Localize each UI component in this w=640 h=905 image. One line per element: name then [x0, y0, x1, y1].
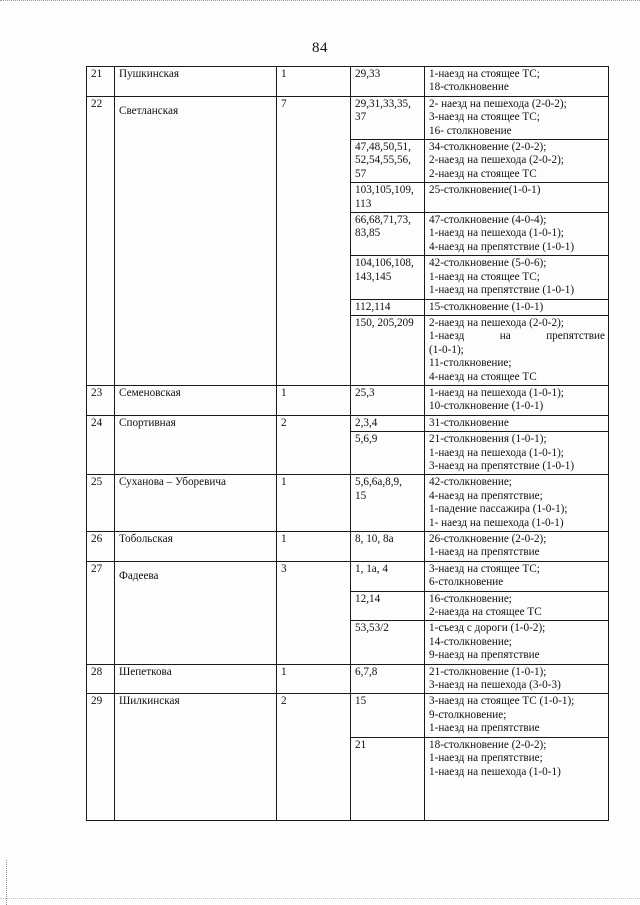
house-numbers-line: 25,3 — [355, 386, 375, 399]
house-numbers-line: 12,14 — [355, 592, 381, 605]
house-numbers-cell — [351, 299, 425, 315]
accident-count-cell — [277, 67, 351, 97]
accident-event-line: 26-столкновение (2-0-2); — [429, 533, 547, 545]
accident-event-line: 9-столкновение; — [429, 708, 507, 721]
accident-event-line — [429, 792, 605, 805]
house-numbers-line: 143,145 — [355, 270, 392, 283]
house-numbers-line: 15 — [355, 695, 367, 708]
street-name: Спортивная — [119, 416, 176, 429]
street-name-cell — [115, 532, 277, 562]
accident-event-line: (1-0-1); — [429, 343, 464, 356]
accident-event-line: 1-падение пассажира (1-0-1); — [429, 503, 568, 516]
accident-event-line: 34-столкновение (2-0-2); — [429, 141, 547, 154]
accident-events-cell — [425, 67, 609, 97]
table-row — [87, 664, 609, 694]
accident-event-line: 3-наезд на препятствие (1-0-1) — [429, 459, 575, 472]
accident-event-line: 21-столкновения (1-0-1); — [429, 433, 547, 446]
accident-events-cell — [425, 183, 609, 213]
row-number-cell — [87, 561, 115, 664]
house-numbers-line: 1, 1а, 4 — [355, 562, 388, 575]
accident-event-line: 4-наезд на стоящее ТС — [429, 370, 537, 383]
house-numbers-cell — [351, 385, 425, 415]
accident-count-cell — [277, 664, 351, 694]
table-row — [87, 415, 609, 431]
accident-event-line: 10-столкновение (1-0-1) — [429, 400, 544, 413]
accident-table — [86, 66, 609, 821]
page-number: 84 — [312, 40, 328, 56]
row-number: 27 — [91, 562, 103, 575]
house-numbers-cell — [351, 67, 425, 97]
accident-event-line: 15-столкновение (1-0-1) — [429, 300, 544, 313]
street-name: Шилкинская — [119, 695, 180, 708]
scan-edge-bottom — [0, 898, 640, 899]
row-number: 28 — [91, 665, 103, 678]
table-row — [87, 96, 609, 139]
house-numbers-line: 37 — [355, 111, 367, 124]
accident-events-cell — [425, 385, 609, 415]
house-numbers-cell — [351, 475, 425, 532]
house-numbers-line: 66,68,71,73, — [355, 214, 411, 227]
street-name-cell — [115, 694, 277, 821]
accident-event-line: 9-наезд на препятствие — [429, 649, 540, 662]
accident-event-line: 42-столкновение (5-0-6); — [429, 257, 547, 270]
house-numbers-line: 103,105,109, — [355, 184, 414, 197]
house-numbers-line: 113 — [355, 197, 372, 210]
accident-event-line: 3-наезд на стоящее ТС; — [429, 562, 540, 575]
accident-count-cell — [277, 385, 351, 415]
accident-count: 2 — [281, 695, 287, 708]
accident-event-line: 6-столкновение — [429, 576, 504, 589]
justified-word: препятствие — [546, 330, 605, 343]
accident-event-line: 4-наезд на препятствие (1-0-1) — [429, 240, 575, 253]
street-name: Фадеева — [119, 569, 159, 582]
street-name: Шепеткова — [119, 665, 172, 678]
row-number: 23 — [91, 386, 103, 399]
accident-event-line — [429, 806, 605, 819]
row-number: 26 — [91, 533, 103, 545]
row-number: 25 — [91, 476, 103, 489]
row-number: 29 — [91, 695, 103, 708]
accident-event-line — [429, 779, 605, 792]
accident-event-line: 16- столкновение — [429, 124, 512, 137]
house-numbers-cell — [351, 315, 425, 385]
street-name-cell — [115, 96, 277, 385]
house-numbers-line: 29,31,33,35, — [355, 97, 411, 110]
accident-events-cell — [425, 591, 609, 621]
accident-event-line: 3-наезд на пешехода (3-0-3) — [429, 679, 561, 692]
house-numbers-line: 5,6,9 — [355, 433, 378, 446]
scan-edge-top — [0, 0, 640, 11]
accident-event-line: 2-наезда на стоящее ТС — [429, 606, 542, 619]
house-numbers-line: 57 — [355, 167, 367, 180]
accident-events-cell — [425, 532, 609, 562]
house-numbers-cell — [351, 561, 425, 591]
accident-event-line: 16-столкновение; — [429, 592, 512, 605]
table-row — [87, 532, 609, 562]
row-number-cell — [87, 532, 115, 562]
house-numbers-cell — [351, 96, 425, 139]
house-numbers-line: 5,6,6а,8,9, — [355, 476, 402, 489]
accident-events-cell — [425, 694, 609, 737]
house-numbers-cell — [351, 532, 425, 562]
accident-count: 1 — [281, 476, 287, 489]
row-number: 22 — [91, 97, 103, 110]
accident-event-line: 1-наезд на стоящее ТС; — [429, 68, 540, 80]
accident-event-line: 1-наезд на стоящее ТС; — [429, 270, 540, 283]
accident-event-line: 18-столкновение (2-0-2); — [429, 738, 547, 751]
accident-events-cell — [425, 432, 609, 475]
street-name: Тобольская — [119, 533, 173, 545]
row-number-cell — [87, 67, 115, 97]
accident-event-line — [429, 330, 605, 343]
street-name: Светланская — [119, 104, 179, 117]
house-numbers-cell — [351, 694, 425, 737]
row-number: 21 — [91, 68, 103, 80]
street-name: Пушкинская — [119, 68, 180, 80]
accident-event-line: 21-столкновение (1-0-1); — [429, 665, 547, 678]
accident-event-line: 2-наезд на стоящее ТС — [429, 167, 537, 180]
accident-events-cell — [425, 664, 609, 694]
house-numbers-line: 8, 10, 8а — [355, 533, 394, 545]
row-number-cell — [87, 385, 115, 415]
street-name: Семеновская — [119, 386, 181, 399]
accident-count: 1 — [281, 386, 287, 399]
accident-event-line: 2-наезд на пешехода (2-0-2); — [429, 316, 564, 329]
accident-events-cell — [425, 415, 609, 431]
row-number-cell — [87, 96, 115, 385]
house-numbers-cell — [351, 183, 425, 213]
accident-count: 1 — [281, 533, 287, 545]
table-row — [87, 694, 609, 737]
accident-event-line: 3-наезд на стоящее ТС; — [429, 111, 540, 124]
accident-event-line: 4-наезд на препятствие; — [429, 489, 543, 502]
house-numbers-line: 83,85 — [355, 227, 381, 240]
house-numbers-line: 15 — [355, 489, 367, 502]
accident-count: 2 — [281, 416, 287, 429]
accident-event-line: 18-столкновение — [429, 81, 509, 94]
row-number-cell — [87, 475, 115, 532]
accident-count: 3 — [281, 562, 287, 575]
accident-count-cell — [277, 415, 351, 475]
accident-event-line: 47-столкновение (4-0-4); — [429, 214, 547, 227]
house-numbers-cell — [351, 256, 425, 299]
house-numbers-line: 6,7,8 — [355, 665, 378, 678]
accident-event-line: 1-наезд на препятствие — [429, 722, 540, 735]
accident-count: 7 — [281, 97, 287, 110]
row-number-cell — [87, 415, 115, 475]
accident-event-line: 3-наезд на стоящее ТС (1-0-1); — [429, 695, 575, 708]
house-numbers-line: 112,114 — [355, 300, 391, 313]
accident-count-cell — [277, 96, 351, 385]
accident-events-cell — [425, 140, 609, 183]
accident-events-cell — [425, 737, 609, 820]
accident-event-line: 14-столкновение; — [429, 635, 512, 648]
accident-events-cell — [425, 213, 609, 256]
street-name-cell — [115, 67, 277, 97]
street-name-cell — [115, 664, 277, 694]
house-numbers-line: 104,106,108, — [355, 257, 414, 270]
accident-event-line: 1-наезд на препятствие (1-0-1) — [429, 284, 575, 297]
street-name-cell — [115, 415, 277, 475]
house-numbers-cell — [351, 591, 425, 621]
street-name: Суханова – Уборевича — [119, 476, 226, 489]
justified-word: на — [499, 330, 511, 343]
house-numbers-cell — [351, 737, 425, 820]
accident-events-cell — [425, 475, 609, 532]
accident-event-line: 2-наезд на пешехода (2-0-2); — [429, 154, 564, 167]
justified-word: 1-наезд — [429, 330, 465, 343]
street-name-cell — [115, 385, 277, 415]
house-numbers-line: 29,33 — [355, 68, 381, 80]
house-numbers-line: 2,3,4 — [355, 416, 378, 429]
accident-event-line: 1-наезд на пешехода (1-0-1); — [429, 227, 564, 240]
accident-events-cell — [425, 315, 609, 385]
accident-event-line: 1-наезд на пешехода (1-0-1); — [429, 386, 564, 399]
accident-events-cell — [425, 256, 609, 299]
house-numbers-cell — [351, 664, 425, 694]
house-numbers-line: 52,54,55,56, — [355, 154, 411, 167]
house-numbers-line: 47,48,50,51, — [355, 141, 411, 154]
house-numbers-cell — [351, 213, 425, 256]
accident-event-line: 11-столкновение; — [429, 357, 512, 370]
accident-events-cell — [425, 621, 609, 664]
row-number: 24 — [91, 416, 103, 429]
table-row — [87, 475, 609, 532]
accident-events-cell — [425, 299, 609, 315]
accident-count-cell — [277, 475, 351, 532]
accident-count: 1 — [281, 665, 287, 678]
accident-event-line: 1-наезд на препятствие; — [429, 752, 543, 765]
accident-count-cell — [277, 561, 351, 664]
accident-event-line: 1-наезд на пешехода (1-0-1) — [429, 765, 561, 778]
house-numbers-cell — [351, 432, 425, 475]
accident-count: 1 — [281, 68, 287, 80]
accident-event-line: 25-столкновение(1-0-1) — [429, 184, 541, 197]
accident-count-cell — [277, 694, 351, 821]
accident-event-line: 2- наезд на пешехода (2-0-2); — [429, 97, 567, 110]
accident-event-line: 1-наезд на препятствие — [429, 546, 540, 559]
accident-table-body — [87, 67, 609, 821]
accident-event-line: 1-наезд на пешехода (1-0-1); — [429, 446, 564, 459]
accident-event-line: 31-столкновение — [429, 416, 509, 429]
accident-event-line: 42-столкновение; — [429, 476, 512, 489]
row-number-cell — [87, 694, 115, 821]
house-numbers-cell — [351, 415, 425, 431]
house-numbers-line: 21 — [355, 738, 367, 751]
house-numbers-line: 150, 205,209 — [355, 316, 414, 329]
accident-event-line: 1- наезд на пешехода (1-0-1) — [429, 516, 564, 529]
accident-event-line: 1-съезд с дороги (1-0-2); — [429, 622, 546, 635]
accident-events-cell — [425, 561, 609, 591]
accident-events-cell — [425, 96, 609, 139]
row-number-cell — [87, 664, 115, 694]
table-row — [87, 385, 609, 415]
house-numbers-cell — [351, 140, 425, 183]
table-row — [87, 561, 609, 591]
accident-count-cell — [277, 532, 351, 562]
house-numbers-cell — [351, 621, 425, 664]
table-row — [87, 67, 609, 97]
street-name-cell — [115, 561, 277, 664]
street-name-cell — [115, 475, 277, 532]
house-numbers-line: 53,53/2 — [355, 622, 389, 635]
